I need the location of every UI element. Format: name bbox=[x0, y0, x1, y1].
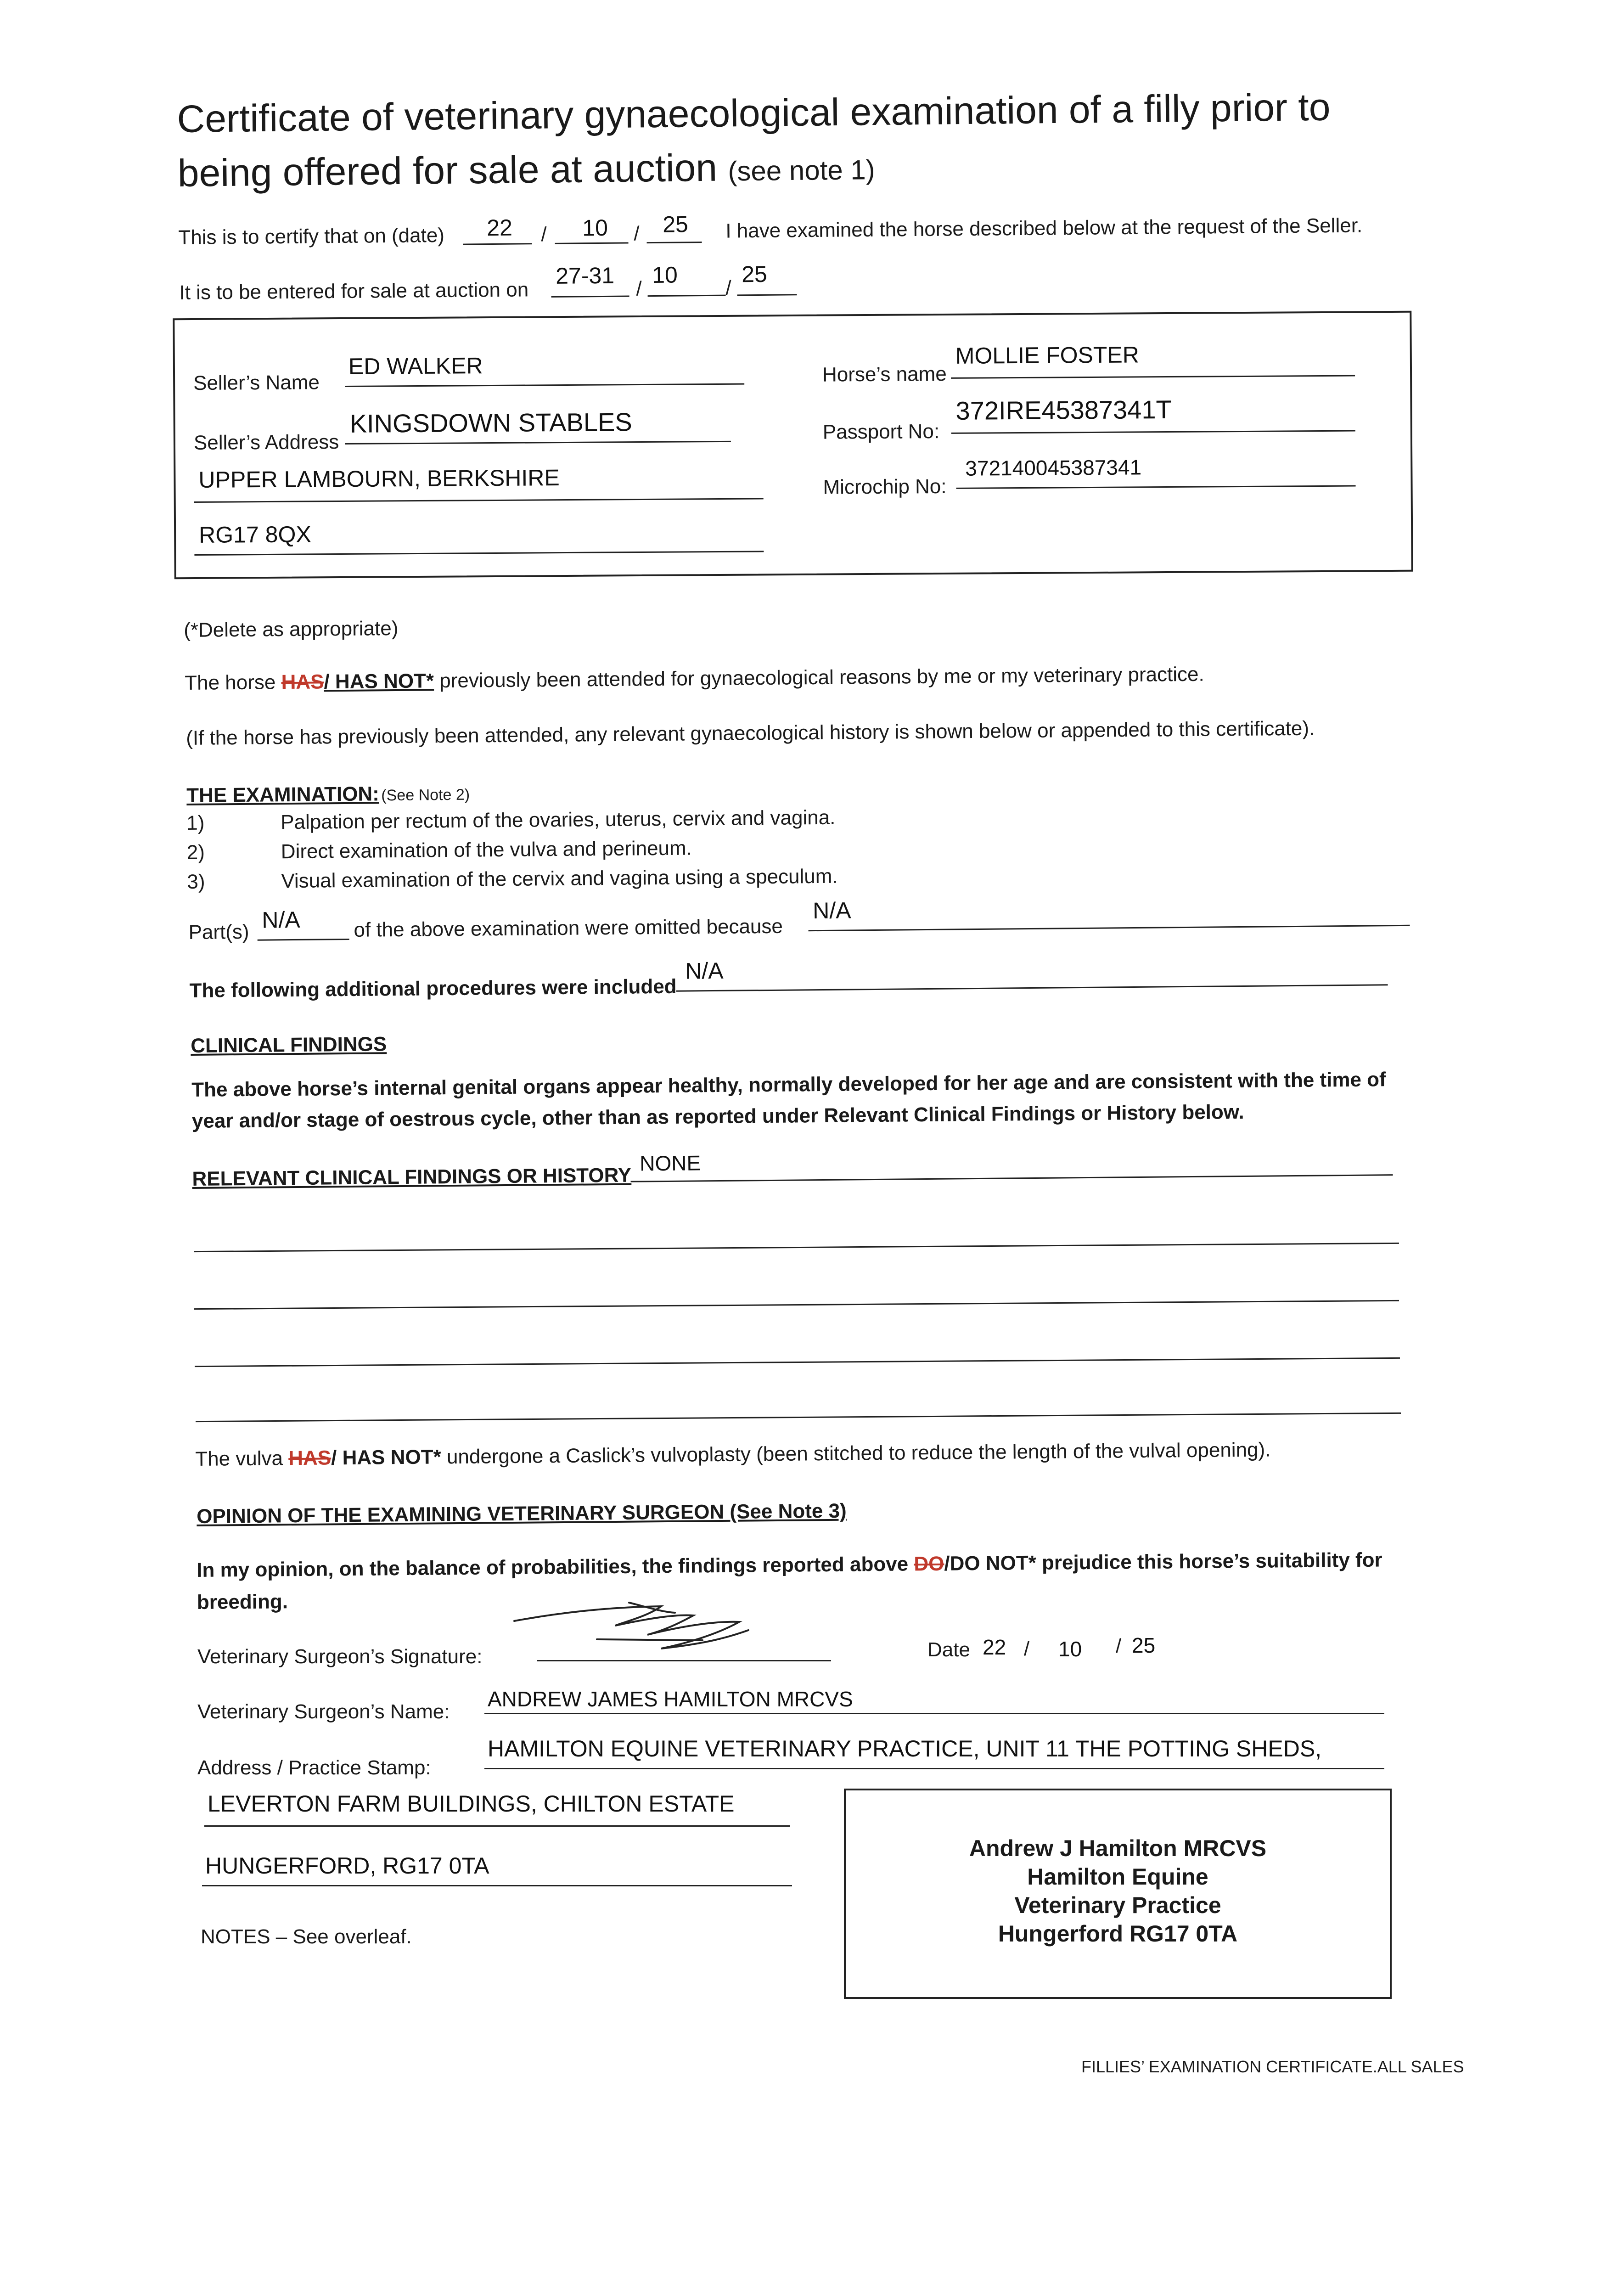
stamp-line-location: Hungerford RG17 0TA bbox=[998, 1921, 1238, 1947]
date-sep-2: / bbox=[1116, 1635, 1122, 1657]
additional-procedures-row bbox=[189, 949, 1429, 1001]
auction-year[interactable]: 25 bbox=[741, 261, 768, 287]
date-day[interactable]: 22 bbox=[983, 1635, 1006, 1659]
stamp-line-name: Andrew J Hamilton MRCVS bbox=[969, 1835, 1267, 1861]
auction-days[interactable]: 27-31 bbox=[555, 262, 615, 289]
passport-number[interactable]: 372IRE45387341T bbox=[955, 394, 1172, 425]
relevant-label: RELEVANT CLINICAL FINDINGS OR HISTORY bbox=[192, 1164, 632, 1190]
examination-item-text: Direct examination of the vulva and perineum. bbox=[281, 837, 692, 863]
certify-year[interactable]: 25 bbox=[662, 211, 689, 237]
surgeon-name-label: Veterinary Surgeon’s Name: bbox=[197, 1700, 450, 1723]
horse-name[interactable]: MOLLIE FOSTER bbox=[955, 342, 1140, 369]
vulva-prefix: The vulva bbox=[195, 1447, 283, 1470]
signature-label: Veterinary Surgeon’s Signature: bbox=[197, 1645, 483, 1668]
details-box bbox=[173, 311, 1413, 579]
date-sep-1: / bbox=[1024, 1638, 1030, 1660]
clinical-heading: CLINICAL FINDINGS bbox=[191, 1033, 387, 1057]
examination-heading-note: (See Note 2) bbox=[381, 786, 470, 805]
opinion-do-struck: DO bbox=[914, 1552, 944, 1576]
parts-omitted-row bbox=[188, 891, 1428, 944]
practice-address-line1[interactable]: HAMILTON EQUINE VETERINARY PRACTICE, UNIT 11 THE POTTING SHEDS, bbox=[488, 1736, 1322, 1761]
delete-note: (*Delete as appropriate) bbox=[184, 617, 399, 642]
opinion-suffix: prejudice this horse’s suitability for breeding. bbox=[197, 1548, 1382, 1614]
signature-date bbox=[927, 1632, 1249, 1665]
signature-image bbox=[510, 1593, 785, 1667]
stamp-line-practice: Hamilton Equine bbox=[1027, 1864, 1208, 1890]
seller-name-label: Seller’s Name bbox=[193, 371, 320, 394]
opinion-heading: OPINION OF THE EXAMINING VETERINARY SURGEON (See Note 3) bbox=[197, 1499, 847, 1528]
surgeon-name[interactable]: ANDREW JAMES HAMILTON MRCVS bbox=[488, 1687, 853, 1711]
microchip-label: Microchip No: bbox=[823, 475, 947, 499]
examination-list bbox=[186, 800, 1381, 899]
attended-has-not: / HAS NOT* bbox=[324, 670, 434, 693]
seller-address-label: Seller’s Address bbox=[193, 431, 339, 454]
passport-label: Passport No: bbox=[822, 420, 940, 444]
findings-line bbox=[194, 1243, 1399, 1252]
seller-address-line1[interactable]: KINGSDOWN STABLES bbox=[349, 407, 632, 438]
attended-suffix: previously been attended for gynaecological reasons by me or my veterinary practice. bbox=[439, 663, 1204, 692]
attended-statement bbox=[185, 659, 1424, 696]
certify-sep-1: / bbox=[541, 223, 547, 246]
notes-reference: NOTES – See overleaf. bbox=[201, 1925, 412, 1948]
findings-line bbox=[195, 1357, 1400, 1367]
certify-row bbox=[178, 205, 1418, 253]
stamp-line-type: Veterinary Practice bbox=[1014, 1892, 1221, 1918]
certify-suffix: I have examined the horse described below at the request of the Seller. bbox=[725, 214, 1363, 242]
attended-prefix: The horse bbox=[185, 671, 276, 694]
horse-name-label: Horse’s name bbox=[822, 362, 947, 386]
omitted-label: of the above examination were omitted because bbox=[354, 915, 783, 941]
microchip-number[interactable]: 372140045387341 bbox=[965, 455, 1142, 480]
auction-month[interactable]: 10 bbox=[652, 262, 678, 288]
examination-heading: THE EXAMINATION: bbox=[186, 782, 380, 807]
examination-item-num: 1) bbox=[186, 811, 205, 834]
title-main: Certificate of veterinary gynaecological examination of a filly prior to being offered for sale at auction bbox=[177, 85, 1331, 195]
seller-name[interactable]: ED WALKER bbox=[348, 353, 483, 379]
seller-address-line2[interactable]: UPPER LAMBOURN, BERKSHIRE bbox=[198, 465, 560, 493]
certify-day[interactable]: 22 bbox=[487, 214, 513, 241]
vulva-suffix: undergone a Caslick’s vulvoplasty (been stitched to reduce the length of the vulval opening). bbox=[446, 1438, 1271, 1469]
certify-prefix: This is to certify that on (date) bbox=[178, 224, 445, 249]
additional-value[interactable]: N/A bbox=[685, 957, 724, 984]
footer-reference: FILLIES’ EXAMINATION CERTIFICATE.ALL SALES bbox=[1081, 2057, 1464, 2076]
parts-label: Part(s) bbox=[188, 920, 249, 944]
attended-note: (If the horse has previously been attended, any relevant gynaecological history is shown below or appended to this certificate). bbox=[186, 717, 1315, 749]
examination-item-num: 2) bbox=[186, 841, 205, 864]
findings-line bbox=[194, 1300, 1399, 1310]
auction-sep-1: / bbox=[636, 277, 642, 300]
parts-value[interactable]: N/A bbox=[262, 906, 300, 933]
date-month[interactable]: 10 bbox=[1058, 1637, 1082, 1661]
stamp-content bbox=[846, 1834, 1390, 1948]
omitted-value[interactable]: N/A bbox=[812, 897, 851, 924]
certify-month[interactable]: 10 bbox=[582, 214, 608, 241]
practice-address-line2[interactable]: LEVERTON FARM BUILDINGS, CHILTON ESTATE bbox=[208, 1791, 735, 1817]
relevant-findings-row bbox=[192, 1142, 1432, 1194]
examination-item-num: 3) bbox=[187, 870, 205, 893]
certificate-title bbox=[177, 79, 1417, 204]
relevant-value[interactable]: NONE bbox=[640, 1151, 701, 1176]
opinion-do-not: /DO NOT* bbox=[944, 1552, 1037, 1575]
findings-line bbox=[196, 1412, 1401, 1422]
date-year[interactable]: 25 bbox=[1132, 1633, 1156, 1657]
additional-label: The following additional procedures were included bbox=[189, 975, 677, 1002]
practice-address-label: Address / Practice Stamp: bbox=[197, 1756, 431, 1779]
auction-sep-2: / bbox=[725, 276, 731, 299]
auction-row bbox=[179, 259, 1098, 308]
vulva-has-struck: HAS bbox=[288, 1446, 332, 1470]
examination-item-text: Palpation per rectum of the ovaries, uterus, cervix and vagina. bbox=[281, 806, 836, 834]
practice-address-line3[interactable]: HUNGERFORD, RG17 0TA bbox=[205, 1853, 489, 1879]
vulva-has-not: / HAS NOT* bbox=[331, 1446, 441, 1469]
examination-item-text: Visual examination of the cervix and vagina using a speculum. bbox=[281, 865, 838, 893]
clinical-statement: The above horse’s internal genital organs appear healthy, normally developed for her age and are consistent with the time of year and/or stage of oestrous cycle, other than as reported under Relevant Clinical Findings or History below. bbox=[191, 1068, 1386, 1132]
opinion-prefix: In my opinion, on the balance of probabilities, the findings reported above bbox=[197, 1553, 909, 1581]
title-note: (see note 1) bbox=[728, 154, 876, 187]
seller-address-line3[interactable]: RG17 8QX bbox=[199, 521, 311, 548]
attended-has-struck: HAS bbox=[281, 670, 324, 694]
opinion-statement bbox=[197, 1544, 1391, 1619]
certify-sep-2: / bbox=[634, 222, 640, 245]
practice-stamp bbox=[844, 1789, 1392, 1999]
auction-prefix: It is to be entered for sale at auction on bbox=[179, 278, 529, 304]
date-label: Date bbox=[927, 1638, 970, 1661]
vulva-statement bbox=[195, 1435, 1435, 1472]
